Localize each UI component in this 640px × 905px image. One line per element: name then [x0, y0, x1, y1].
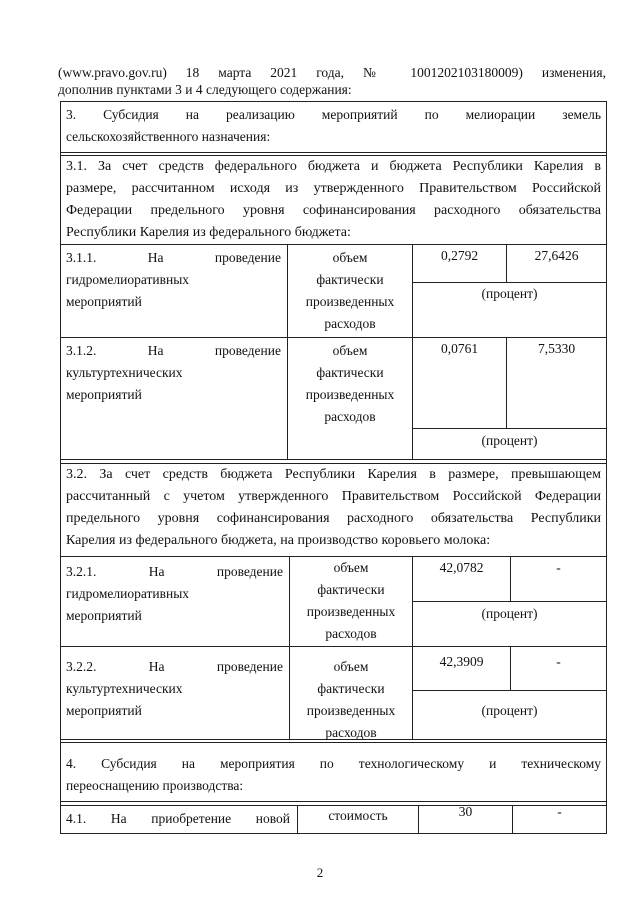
row-3-1-1-indicator [288, 247, 412, 335]
row-3-1-2-unit: (процент) [481, 433, 538, 448]
section-3-heading [66, 104, 601, 148]
section-3-2-line-4: Карелия из федерального бюджета, на производство коровьего молока: [66, 533, 491, 548]
section-3-1-text [66, 156, 601, 244]
section-4-line-1: 4. Субсидия на мероприятия по технологическому и техническому [66, 756, 601, 771]
row-3-1-1-unit: (процент) [481, 286, 538, 301]
row-3-1-2-value-1: 0,0761 [440, 341, 479, 356]
indicator-line: произведенных [306, 604, 396, 619]
row-4-1-value-1: 30 [458, 804, 473, 819]
row-3-2-2-value-2: - [556, 654, 561, 669]
table-rule [412, 601, 607, 602]
row-4-1-name: 4.1. На приобретение новой [66, 811, 290, 826]
table-rule [412, 690, 607, 691]
table-rule [60, 152, 607, 153]
row-3-2-1-name [66, 561, 283, 627]
row-3-2-2-indicator [290, 656, 412, 744]
section-3-1-line-4: Республики Карелия из федерального бюджета: [66, 225, 351, 240]
row-name-line: 3.2.2. На проведение [66, 659, 283, 674]
row-name-line: культуртехнических [66, 681, 183, 696]
indicator-line: произведенных [305, 294, 395, 309]
row-3-2-1-unit: (процент) [481, 606, 538, 621]
row-name-line: мероприятий [66, 387, 142, 402]
row-name-line: мероприятий [66, 703, 142, 718]
section-3-line-1: 3. Субсидия на реализацию мероприятий по мелиорации земель [66, 107, 601, 122]
table-border-left [60, 101, 61, 834]
row-name-line: 3.1.1. На проведение [66, 250, 281, 265]
indicator-line: расходов [324, 409, 376, 424]
row-3-2-1-value-2: - [556, 560, 561, 575]
indicator-line: объем [333, 560, 369, 575]
intro-line-1: (www.pravo.gov.ru) 18 марта 2021 года, № 1001202103180009) изменения, [58, 65, 606, 80]
row-3-2-2-value-1: 42,3909 [439, 654, 484, 669]
indicator-line: произведенных [305, 387, 395, 402]
section-3-2-line-3: предельного уровня софинансирования расходного обязательства Республики [66, 511, 601, 526]
section-3-2-line-1: 3.2. За счет средств бюджета Республики Карелия в размере, превышающем [66, 467, 601, 482]
row-4-1-value-2: - [557, 804, 562, 819]
section-3-1-line-2: размере, рассчитанном исходя из утвержденного Правительством Российской [66, 181, 601, 196]
indicator-line: объем [332, 343, 368, 358]
row-name-line: 3.2.1. На проведение [66, 564, 283, 579]
row-name-line: культуртехнических [66, 365, 183, 380]
table-border-right [606, 101, 607, 834]
table-rule [412, 428, 607, 429]
row-name-line: гидромелиоративных [66, 586, 190, 601]
row-3-2-2-name [66, 656, 283, 722]
intro-line-2: дополнив пунктами 3 и 4 следующего содержания: [58, 82, 352, 97]
row-3-1-2-value-2: 7,5330 [537, 341, 576, 356]
indicator-line: расходов [325, 725, 377, 740]
row-name-line: мероприятий [66, 608, 142, 623]
indicator-line: объем [333, 659, 369, 674]
row-3-1-2-indicator [288, 340, 412, 428]
row-3-2-2-unit: (процент) [481, 703, 538, 718]
indicator-line: расходов [324, 316, 376, 331]
indicator-line: фактически [317, 681, 385, 696]
table-border-top [60, 101, 607, 102]
indicator-line: произведенных [306, 703, 396, 718]
row-3-1-1-value-1: 0,2792 [440, 248, 479, 263]
row-4-1-indicator: стоимость [328, 808, 388, 823]
row-name-line: 3.1.2. На проведение [66, 343, 281, 358]
table-rule [60, 459, 607, 460]
section-3-1-line-1: 3.1. За счет средств федерального бюджета и бюджета Республики Карелия в [66, 159, 601, 174]
section-3-line-2: сельскохозяйственного назначения: [66, 129, 271, 144]
section-4-heading [66, 753, 601, 797]
row-3-1-2-name [66, 340, 281, 406]
page-number: 2 [316, 865, 324, 880]
table-rule [60, 833, 607, 834]
row-3-2-1-indicator [290, 557, 412, 645]
table-rule [60, 646, 607, 647]
indicator-line: фактически [316, 365, 384, 380]
row-3-1-1-name [66, 247, 281, 313]
indicator-line: фактически [317, 582, 385, 597]
row-name-line: мероприятий [66, 294, 142, 309]
intro-paragraph [58, 64, 606, 98]
indicator-line: объем [332, 250, 368, 265]
row-3-1-1-value-2: 27,6426 [534, 248, 579, 263]
section-3-2-text [66, 464, 601, 552]
section-3-2-line-2: рассчитанный с учетом утвержденного Правительством Российской Федерации [66, 489, 601, 504]
section-3-1-line-3: Федерации предельного уровня софинансирования расходного обязательства [66, 203, 601, 218]
indicator-line: фактически [316, 272, 384, 287]
section-4-line-2: переоснащению производства: [66, 778, 244, 793]
row-3-2-1-value-1: 42,0782 [439, 560, 484, 575]
indicator-line: расходов [325, 626, 377, 641]
row-name-line: гидромелиоративных [66, 272, 190, 287]
